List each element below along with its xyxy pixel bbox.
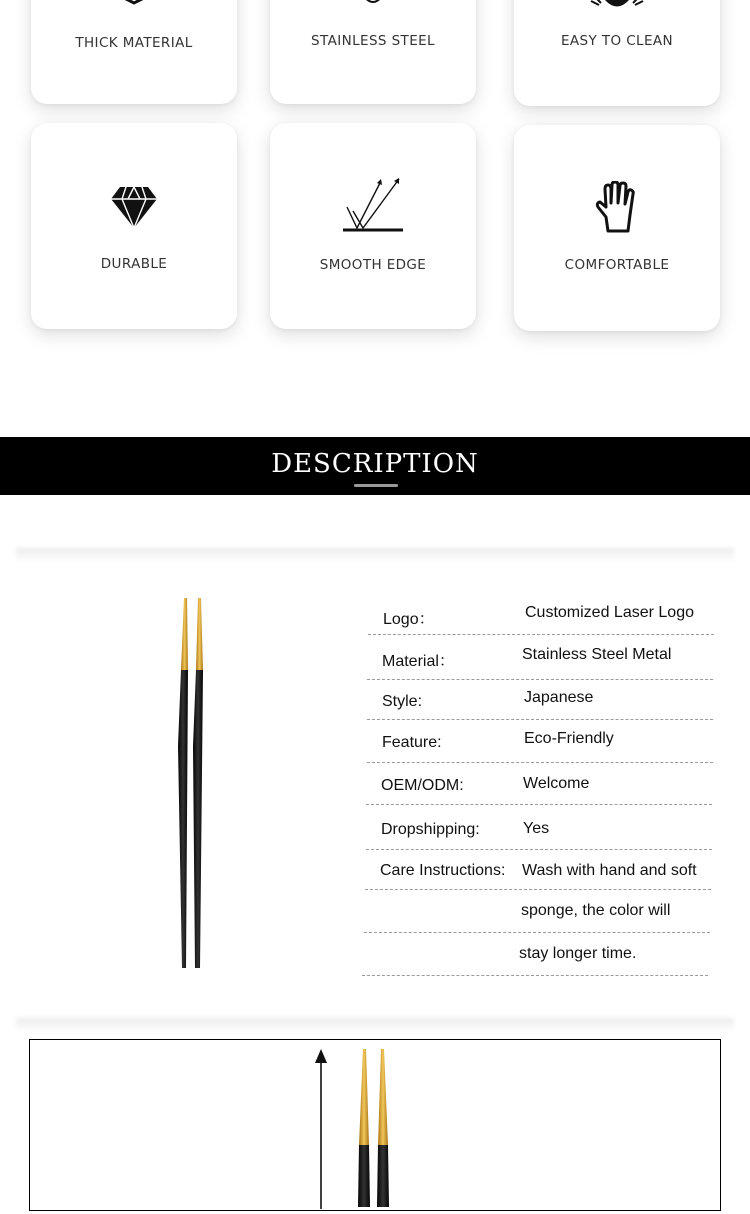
dimension-diagram-frame [29, 1039, 721, 1211]
drop-icon [270, 0, 476, 7]
spec-key: Care Instructions: [380, 862, 506, 879]
spec-row-care-cont-1 [364, 890, 710, 933]
spec-key: Feature: [382, 734, 442, 751]
spec-key: Dropshipping: [381, 821, 480, 838]
spec-row-logo [368, 592, 714, 635]
spec-row-oem-odm [366, 763, 712, 805]
hexagon-icon [31, 0, 237, 7]
feature-card-thick-material [31, 0, 237, 104]
hand-icon [514, 181, 720, 233]
feature-label: THICK MATERIAL [75, 35, 193, 51]
feature-card-easy-to-clean [514, 0, 720, 106]
spec-value: Eco-Friendly [524, 730, 614, 747]
spec-row-care-cont-2 [362, 933, 708, 976]
feature-label: COMFORTABLE [564, 257, 670, 273]
feature-card-durable [31, 123, 237, 329]
spec-key: Style: [382, 693, 423, 710]
title-underline [354, 484, 398, 487]
spec-value: Welcome [523, 775, 590, 792]
spec-value: stay longer time. [519, 945, 637, 962]
smooth-edge-icon [270, 177, 476, 233]
feature-label: EASY TO CLEAN [560, 33, 674, 49]
description-banner [0, 437, 750, 495]
divider-shadow [16, 1018, 734, 1032]
product-image-chopsticks-detail [355, 1047, 395, 1212]
diamond-icon [31, 185, 237, 229]
spec-row-dropshipping [366, 805, 712, 850]
spec-row-care-instructions [365, 850, 711, 890]
spec-value: Customized Laser Logo [525, 604, 694, 621]
spec-key: OEM/ODM: [381, 777, 464, 794]
feature-card-comfortable [514, 125, 720, 331]
spec-value: Japanese [524, 689, 594, 706]
spec-row-feature [367, 720, 713, 763]
feature-card-stainless-steel [270, 0, 476, 104]
feature-label: DURABLE [100, 256, 168, 272]
spec-value: sponge, the color will [521, 902, 671, 919]
spec-key: Material： [382, 653, 455, 670]
product-image-chopsticks [170, 596, 210, 972]
feature-label: STAINLESS STEEL [311, 33, 435, 49]
spec-value: Stainless Steel Metal [522, 646, 672, 663]
spec-key: Logo： [383, 611, 435, 628]
spec-value: Yes [523, 820, 550, 837]
divider-shadow [16, 548, 734, 562]
section-title: DESCRIPTION [271, 449, 479, 479]
spec-value: Wash with hand and soft [522, 862, 697, 879]
feature-label: SMOOTH EDGE [319, 257, 427, 273]
arrow-up-icon [313, 1049, 329, 1214]
feature-card-smooth-edge [270, 123, 476, 329]
spec-row-material [367, 635, 713, 680]
sparkle-eye-icon [514, 0, 720, 11]
spec-row-style [367, 680, 713, 720]
